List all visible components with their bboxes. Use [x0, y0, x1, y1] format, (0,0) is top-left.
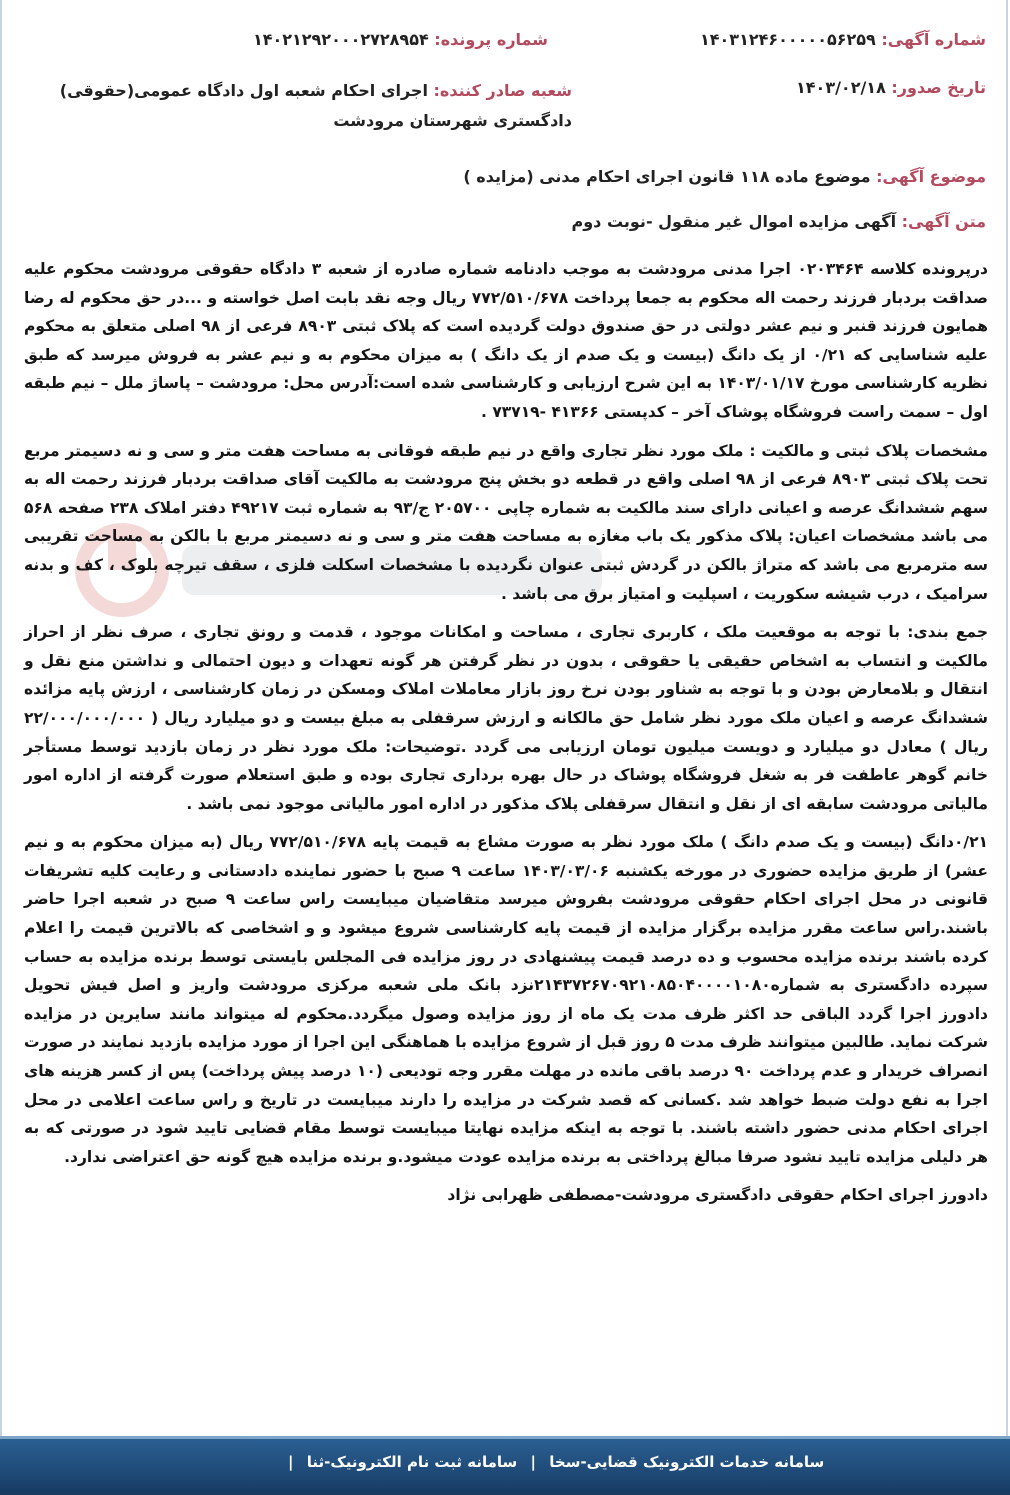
- issuing-branch-value: اجرای احکام شعبه اول دادگاه عمومی(حقوقی) دادگستری شهرستان مرودشت: [59, 81, 572, 130]
- signature: دادورز اجرای احکام حقوقی دادگستری مرودشت-مصطفی ظهرابی نژاد: [447, 1186, 988, 1205]
- file-number-label: شماره پرونده:: [434, 30, 548, 49]
- footer-bar: [0, 1436, 1010, 1495]
- notice-text-label: متن آگهی:: [901, 212, 986, 231]
- notice-text-title: آگهی مزایده اموال غیر منقول -نوبت دوم: [571, 212, 897, 231]
- issue-date-label: تاریخ صدور:: [891, 78, 986, 97]
- footer-links: [280, 1453, 824, 1471]
- notice-text-row: [572, 212, 987, 231]
- paragraph-auction: ۰/۲۱دانگ (بیست و یک صدم دانگ ) ملک مورد نظر به صورت مشاع به قیمت پایه ۷۷۲/۵۱۰/۶۷۸ ریال (به میزان محکوم به و نیم عشر) از طریق مزایده حضوری در مورخه یکشنبه ۱۴۰۳/۰۳/۰۶ ساعت ۹ صبح با حضور نماینده دادستانی و رعایت کلیه تشریفات قانونی در محل اجرای احکام حقوقی مرودشت بفروش میرسد متقاضیان میبایست راس ساعت ۹ صبح در شعبه اجرا حاضر باشند.راس ساعت مقرر مزایده برگزار مزایده از قیمت پایه کارشناسی شروع میشود و و اشخاصی که بالاترین قیمت را اعلام کرده باشند برنده مزایده محسوب و ده درصد قیمت پیشنهادی در روز مزایده فی المجلس بایستی توسط برنده مزایده به حساب سپرده دادگستری به شماره۲۱۴۳۷۲۶۷۰۹۲۱۰۸۵۰۴۰۰۰۰۱۰۸۰نزد بانک ملی شعبه مرکزی مرودشت واریز و اصل فیش تحویل دادورز اجرا گردد الباقی حد اکثر ظرف مدت یک ماه از روز مزایده وصول میگردد.محکوم له میتواند مانند سایرین در مزایده شرکت نماید. طالبین میتوانند ظرف مدت ۵ روز قبل از شروع مزایده با هماهنگی این اجرا از مورد مزایده بازدید نمایند در صورت انصراف خریدار و عدم پرداخت ۹۰ درصد باقی مانده در مهلت مقرر وجه تودیعی (۱۰ درصد پیش پرداخت) پس از کسر هزینه های اجرا به نفع دولت ضبط خواهد شد .کسانی که قصد شرکت در مزایده را دارند میبایست در تاریخ و راس ساعت اعلامی در محل اجرای احکام مدنی حضور داشته باشند. با توجه به اینکه مزایده نهایتا میبایست توسط مقام قضایی تایید شود در صورتی که به هر دلیلی مزایده تایید نشود صرفا مبالغ پرداختی به برنده مزایده عودت میشود.و برنده مزایده هیچ گونه حق اعتراضی ندارد.: [24, 833, 989, 1166]
- footer-separator-end: |: [288, 1453, 294, 1471]
- footer-link-sana[interactable]: سامانه ثبت نام الکترونیک-ثنا: [306, 1453, 518, 1471]
- issue-date-row: [796, 78, 986, 97]
- paragraph-case: درپرونده کلاسه ۰۲۰۳۴۶۴ اجرا مدنی مرودشت به موجب دادنامه شماره صادره از شعبه ۳ دادگاه حقوقی مرودشت محکوم علیه صداقت بردبار فرزند رحمت اله محکوم به جمعا پرداخت ۷۷۲/۵۱۰/۶۷۸ ریال وجه نقد بابت اصل خواسته و ...در حق محکوم له رضا همایون فرزند قنبر و نیم عشر دولتی در حق صندوق دولت گردیده است که پلاک ثبتی ۸۹۰۳ فرعی از ۹۸ اصلی متعلق به محکوم علیه شناسایی که ۰/۲۱ از یک دانگ (بیست و یک صدم از یک دانگ ) به میزان محکوم به و نیم عشر به فروش میرسد که طبق نظریه کارشناسی مورخ ۱۴۰۳/۰۱/۱۷ به این شرح ارزیابی و کارشناسی شده است:آدرس محل: مرودشت – پاساژ ملل – نیم طبقه اول – سمت راست فروشگاه پوشاک آخر – کدپستی ۴۱۳۶۶ -۷۳۷۱۹ .: [24, 260, 989, 421]
- notice-number-row: [700, 30, 986, 49]
- footer-link-sakha[interactable]: سامانه خدمات الکترونیک قضایی-سخا: [549, 1453, 825, 1471]
- paragraph-summary: جمع بندی: با توجه به موقعیت ملک ، کاربری تجاری ، مساحت و امکانات موجود ، قدمت و رونق تجاری ، صرف نظر از احراز مالکیت و انتساب به اشخاص حقیقی یا حقوقی ، بدون در نظر گرفتن هر گونه تعهدات و دیون احتمالی و نداشتن منع نقل و انتقال و بلامعارض بودن و با توجه به شناور بودن نرخ روز بازار معاملات املاک ومسکن در زمان کارشناسی ، ارزش پایه مزائده ششدانگ عرصه و اعیان ملک مورد نظر شامل حق مالکانه و ارزش سرقفلی به مبلغ بیست و دو میلیارد ریال ( ۲۲/۰۰۰/۰۰۰/۰۰۰ ریال ) معادل دو میلیارد و دویست میلیون تومان ارزیابی می گردد .توضیحات: ملک مورد نظر در زمان بازدید توسط مستأجر خانم گوهر عاطفت فر به شغل فروشگاه پوشاک در حال بهره برداری تجاری بوده و طبق استعلام صورت گرفته از اداره امور مالیاتی مرودشت سابقه ای از نقل و انتقال سرقفلی پلاک مذکور در اداره امور مالیاتی موجود نمی باشد .: [24, 623, 988, 813]
- file-number-row: [253, 30, 548, 49]
- notice-number-value: ۱۴۰۳۱۲۴۶۰۰۰۰۰۵۶۲۵۹: [700, 30, 876, 49]
- notice-subject-row: [463, 167, 986, 186]
- paragraph-registration: مشخصات پلاک ثبتی و مالکیت : ملک مورد نظر تجاری واقع در نیم طبقه فوقانی به مساحت هفت متر و سی و نه دسیمتر مربع تحت پلاک ثبتی ۸۹۰۳ فرعی از ۹۸ اصلی واقع در قطعه دو بخش پنج مرودشت به مالکیت آقای صداقت بردبار فرزند رحمت اله به سهم ششدانگ عرصه و اعیانی دارای سند مالکیت به شماره چاپی ۲۰۵۷۰۰ ج/۹۳ به شماره ثبت ۴۹۲۱۷ دفتر املاک ۲۳۸ صفحه ۵۶۸ می باشد مشخصات اعیان: پلاک مذکور یک باب مغازه به مساحت هفت متر و سی و نه دسیمتر مربع با بالکن به مساحت تقریبی سه مترمربع می باشد که متراژ بالکن در گردش ثبتی عنوان نگردیده با مشخصات اسکلت فلزی ، سقف تیرچه بلوک ، کف و بدنه سرامیک ، درب شیشه سکوریت ، اسپلیت و امتیاز برق می باشد .: [24, 441, 989, 603]
- issue-date-value: ۱۴۰۳/۰۲/۱۸: [796, 78, 886, 97]
- file-number-value: ۱۴۰۲۱۲۹۲۰۰۰۲۷۲۸۹۵۴: [252, 30, 429, 49]
- notice-body: [24, 255, 988, 1220]
- footer-separator: |: [530, 1453, 537, 1471]
- issuing-branch-label: شعبه صادر کننده:: [433, 81, 572, 100]
- notice-number-label: شماره آگهی:: [881, 30, 986, 49]
- notice-subject-label: موضوع آگهی:: [876, 167, 986, 186]
- notice-subject-value: موضوع ماده ۱۱۸ قانون اجرای احکام مدنی (مزایده ): [463, 167, 871, 186]
- issuing-branch-row: [52, 76, 572, 136]
